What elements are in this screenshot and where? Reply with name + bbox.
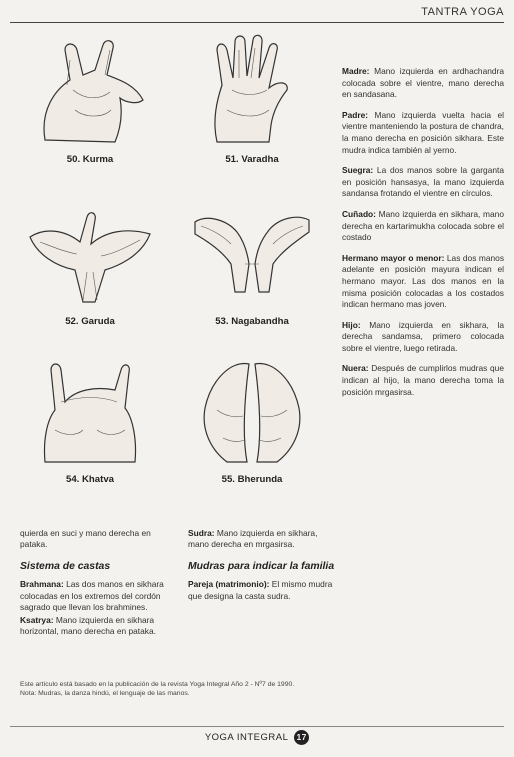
figure-caption: 55. Bherunda	[221, 474, 283, 485]
mudra-entry-hijo: Hijo: Mano izquierda en sikhara, la derecha sandamsa, primero colocada sobre el vientre, luego retirada.	[342, 319, 504, 353]
continued-text: quierda en suci y mano derecha en pataka.	[20, 528, 151, 550]
running-header: TANTRA YOGA	[421, 6, 504, 18]
figure-khatva	[10, 350, 170, 485]
footnote-source: Este artículo está basado en la publicación de la revista Yoga Integral Año 2 - Nº7 de 1990.	[20, 681, 295, 688]
varadha-hands-icon	[187, 30, 317, 150]
section-heading-castas: Sistema de castas	[20, 561, 111, 573]
figure-garuda	[10, 192, 170, 327]
khatva-hands-icon	[25, 350, 155, 470]
figure-caption: 53. Nagabandha	[215, 316, 289, 327]
bherunda-hands-icon	[187, 350, 317, 470]
figure-nagabandha	[172, 192, 332, 327]
kurma-hands-icon	[25, 30, 155, 150]
mudra-entry-padre: Padre: Mano izquierda vuelta hacia el vientre manteniendo la postura de chandra, la mano derecha en posición sikhara. Este mudra indica también al yerno.	[342, 109, 504, 155]
garuda-hands-icon	[25, 192, 155, 312]
figure-caption: 50. Kurma	[66, 154, 114, 165]
section-heading-familia: Mudras para indicar la familia	[188, 561, 335, 573]
figure-bherunda	[172, 350, 332, 485]
nagabandha-hands-icon	[187, 192, 317, 312]
mudra-entry-suegra: Suegra: La dos manos sobre la garganta en posición hansasya, la mano izquierda sandansa frotando el vientre en círculos.	[342, 165, 504, 199]
figure-caption: 52. Garuda	[65, 316, 115, 327]
caste-entry-brahmana: Brahmana: Las dos manos en sikhara colocadas en los extremos del cordón sagrado que llevan los brahmines.	[20, 579, 164, 612]
page-footer	[0, 730, 514, 745]
figure-caption: 54. Khatva	[66, 474, 114, 485]
header-rule	[10, 22, 504, 23]
footnote-note: Nota: Mudras, la danza hindú, el lenguaje de las manos.	[20, 690, 190, 697]
mudra-entry-nuera: Nuera: Después de cumplirlos mudras que indican al hijo, la mano derecha toma la posición mrgasirsa.	[342, 363, 504, 397]
mudra-entry-cunado: Cuñado: Mano izquierda en sikhara, mano derecha en kartarimukha colocada sobre el costado	[342, 208, 504, 243]
source-footnote	[20, 680, 460, 698]
magazine-name: YOGA INTEGRAL	[204, 732, 289, 744]
figure-caption: 51. Varadha	[225, 154, 279, 165]
figure-kurma	[10, 30, 170, 165]
figure-varadha	[172, 30, 332, 165]
castes-column	[20, 528, 172, 643]
caste-entry-sudra: Sudra: Mano izquierda en sikhara, mano derecha en mrgasirsa.	[188, 528, 318, 550]
mudra-entry-pareja: Pareja (matrimonio): El mismo mudra que designa la casta sudra.	[188, 579, 333, 601]
caste-entry-ksatrya: Ksatrya: Mano izquierda en sikhara horizontal, mano derecha en pataka.	[20, 615, 156, 637]
family-mudras-column	[342, 66, 504, 407]
family-intro-column	[188, 528, 338, 608]
mudra-entry-hermano: Hermano mayor o menor: Las dos manos adelante en posición mayura indican el hermano mayor. Las dos manos en la misma posición colocadas a los costados indican hermano mas joven.	[342, 252, 505, 310]
mudra-entry-madre: Madre: Mano izquierda en ardhachandra colocada sobre el vientre, mano derecha en sandasana.	[342, 66, 504, 100]
page-number: 17	[294, 730, 309, 745]
footer-rule	[10, 726, 504, 727]
mudra-figures	[10, 30, 332, 510]
